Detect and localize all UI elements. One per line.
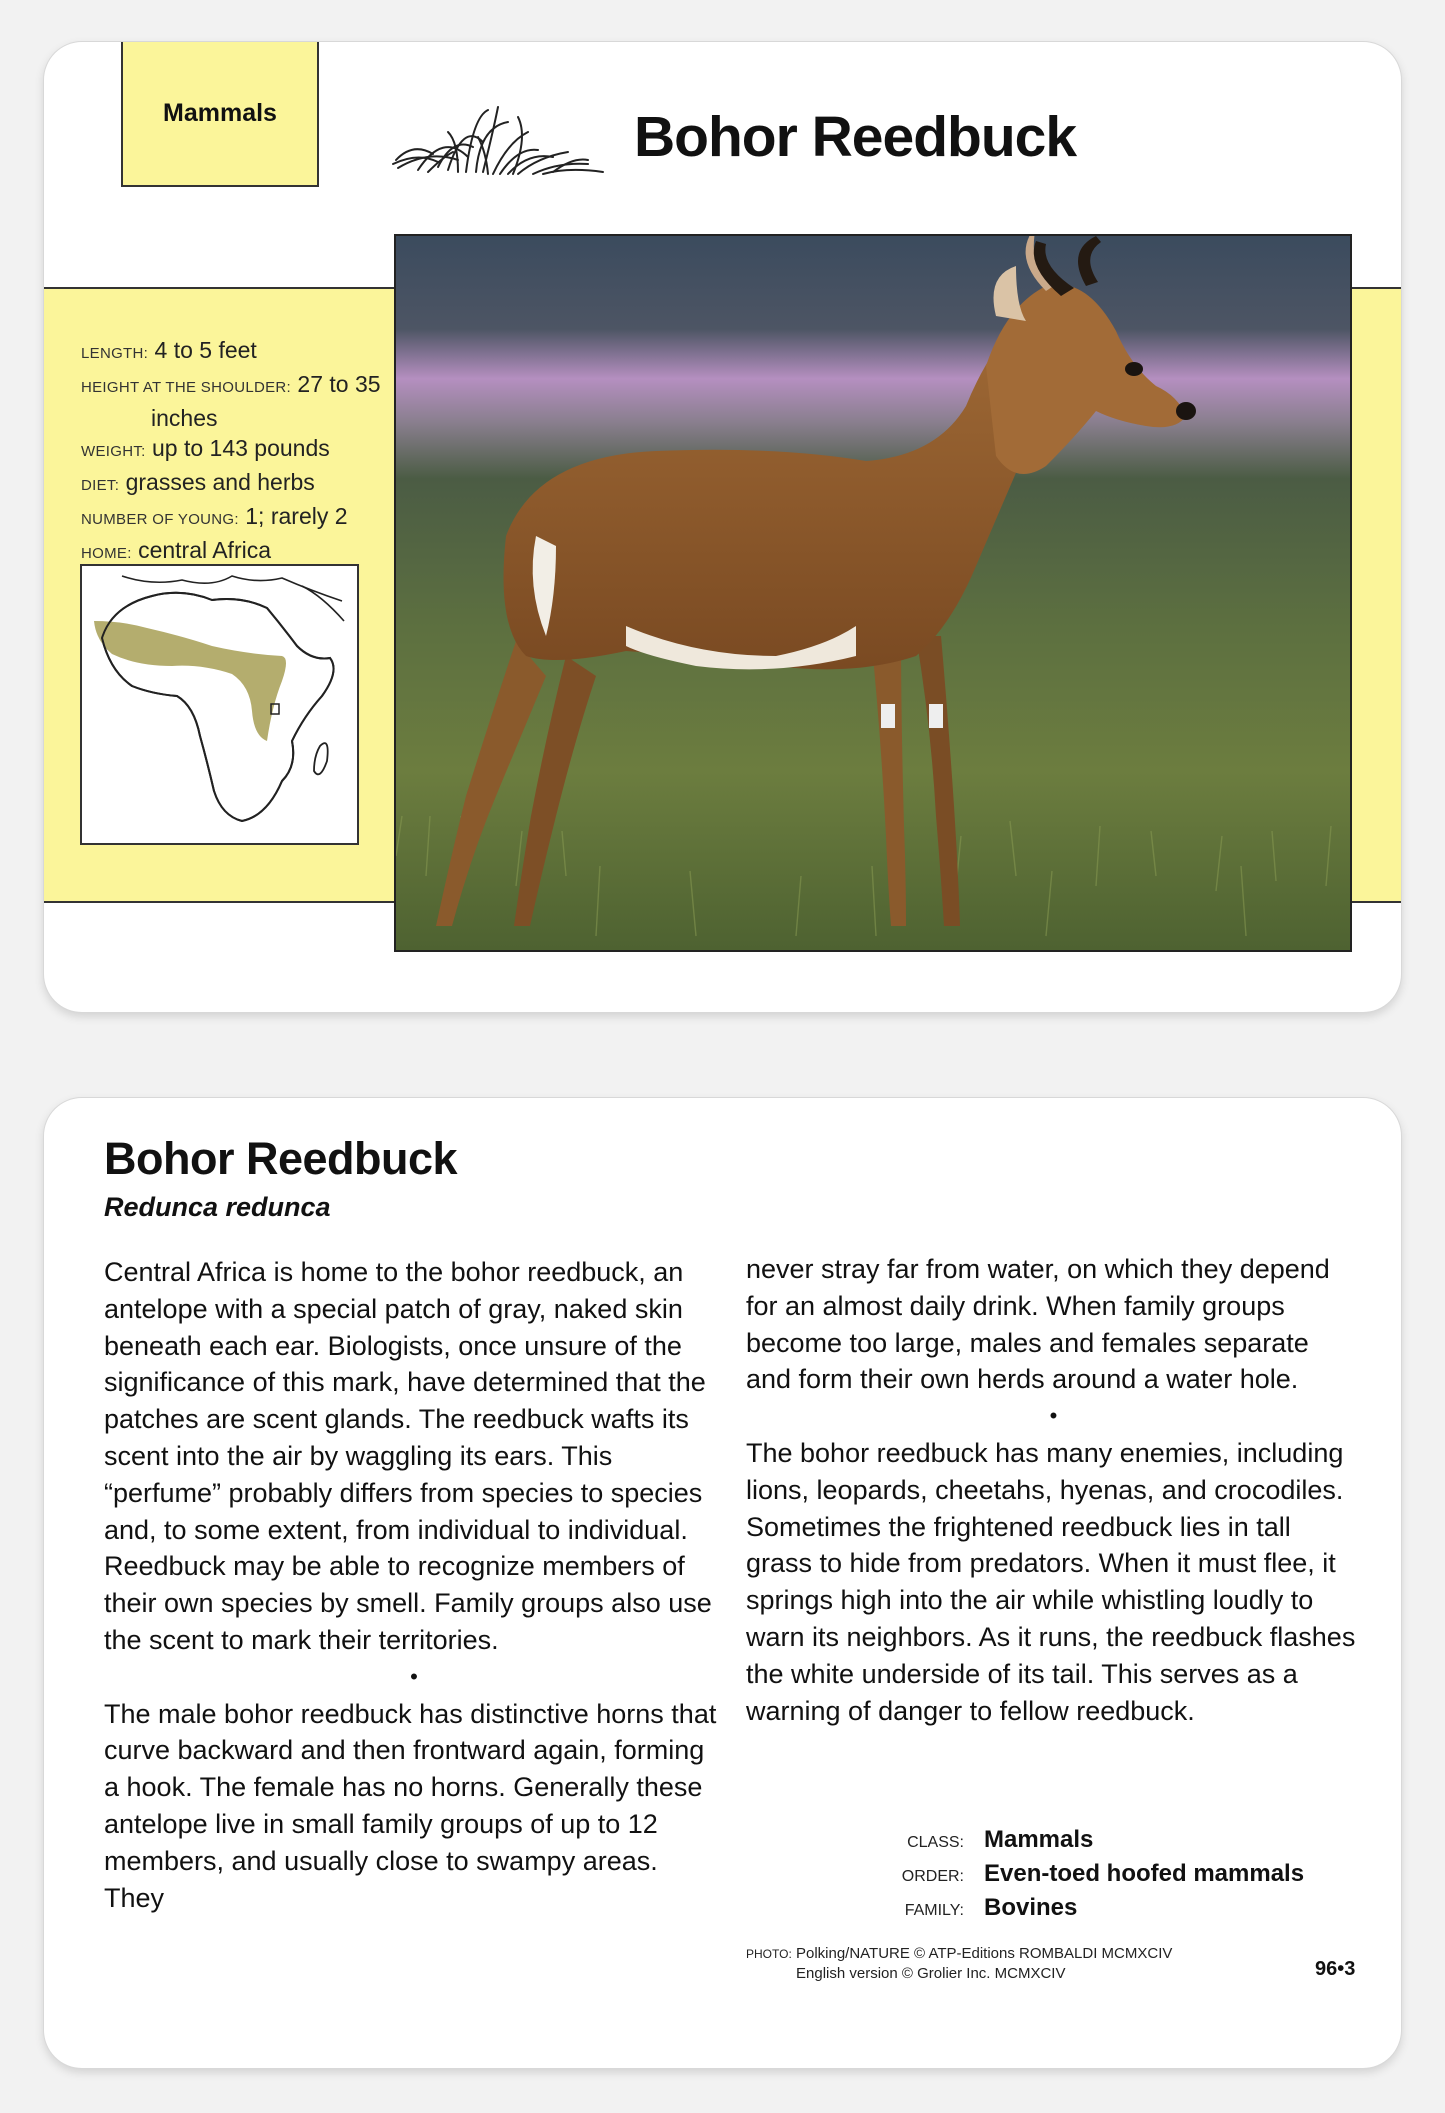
text-column-left [104,1254,724,1916]
back-title: Bohor Reedbuck [104,1133,458,1184]
photo-credit: PHOTO: Polking/NATURE © ATP-Editions ROMBALDI MCMXCIV English version © Grolier Inc. MCMXCIV [746,1945,1173,1982]
paragraph: never stray far from water, on which they depend for an almost daily drink. When family groups become too large, males and females separate and form their own herds around a water hole. [746,1254,1330,1395]
class-row: CLASS: Mammals [907,1826,1094,1853]
range-map [80,564,359,845]
paragraph: The male bohor reedbuck has distinctive horns that curve backward and then frontward again, forming a hook. The female has no horns. Generally these antelope live in small family groups of up to 12 members, and usually close to swampy areas. They [104,1698,717,1913]
fact-length: LENGTH: 4 to 5 feet [81,337,257,363]
africa-map-icon [82,566,357,843]
reedbuck-photo [394,234,1352,952]
fact-home: HOME: central Africa [81,537,272,563]
grass-icon [388,102,618,182]
scientific-name: Redunca redunca [104,1192,331,1222]
separator-dot: • [410,1663,418,1689]
text-column-right [746,1251,1361,1729]
family-row: FAMILY: Bovines [904,1894,1078,1921]
fact-young: NUMBER OF YOUNG: 1; rarely 2 [81,503,348,529]
facts-list [81,335,391,569]
order-row: ORDER: Even-toed hoofed mammals [901,1860,1305,1887]
category-label: Mammals [121,42,319,187]
fact-diet: DIET: grasses and herbs [81,469,315,495]
back-card [44,1098,1401,2068]
front-title: Bohor Reedbuck [634,105,1077,169]
antelope-image [396,236,1350,950]
separator-dot: • [1049,1403,1058,1429]
fact-height: HEIGHT AT THE SHOULDER: 27 to 35 [81,371,381,397]
fact-weight: WEIGHT: up to 143 pounds [81,435,330,461]
front-card [44,42,1401,1012]
paragraph: The bohor reedbuck has many enemies, including lions, leopards, cheetahs, hyenas, and crocodiles. Sometimes the frightened reedbuck lies in tall grass to hide from predators. When it must flee, it springs high into the air while whistling loudly to warn its neighbors. As it runs, the reedbuck flashes the white underside of its tail. This serves as a warning of danger to fellow reedbuck. [746,1437,1356,1726]
card-number: 96•3 [1315,1958,1356,1980]
classification [886,1824,1304,1926]
fact-height-unit: inches [151,405,218,431]
paragraph: Central Africa is home to the bohor reedbuck, an antelope with a special patch of gray, naked skin beneath each ear. Biologists, once unsure of the significance of this mark, have determined that the patches are scent glands. The reedbuck wafts its scent into the air by waggling its ears. This “perfume” probably differs from species to species and, to some extent, from individual to individual. Reedbuck may be able to recognize members of their own species by smell. Family groups also use the scent to mark their territories. [104,1257,712,1655]
